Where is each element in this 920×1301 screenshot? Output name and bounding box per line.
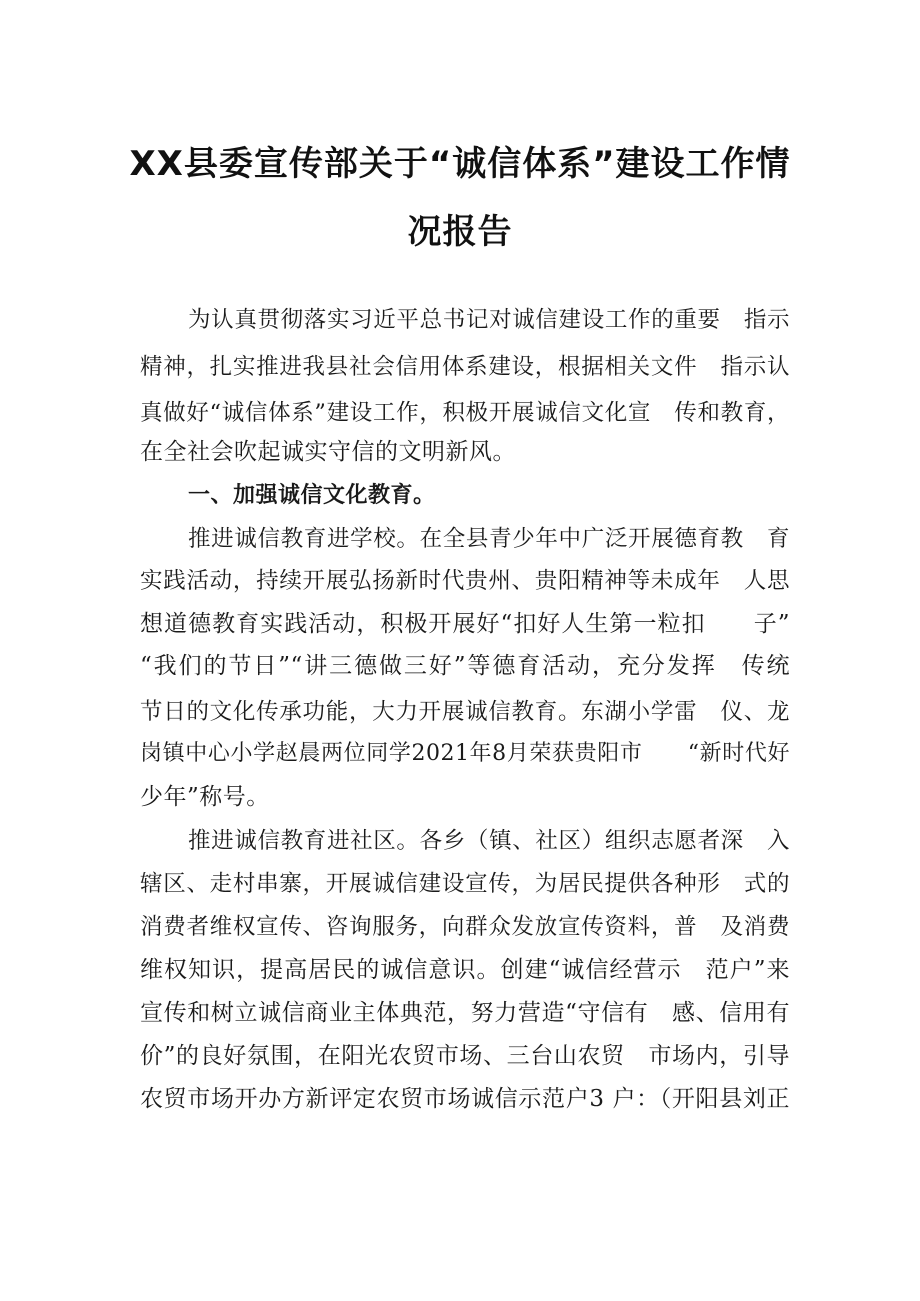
paragraph-line: 精神，扎实推进我县社会信用体系建设，根据相关文件 指示认: [140, 354, 790, 380]
paragraph-line: 少年”称号。: [140, 784, 270, 810]
paragraph-line: “我们的节日”“讲三德做三好”等德育活动，充分发挥 传统: [140, 653, 790, 679]
paragraph-line: 推进诚信教育进社区。各乡（镇、社区）组织志愿者深 入: [188, 828, 790, 854]
paragraph-line: 农贸市场开办方新评定农贸市场诚信示范户3 户：（开阳县刘正: [140, 1086, 790, 1112]
paragraph-line: 推进诚信教育进学校。在全县青少年中广泛开展德育教 育: [188, 526, 790, 552]
paragraph-line: 价”的良好氛围，在阳光农贸市场、三台山农贸 市场内，引导: [140, 1043, 790, 1069]
paragraph-line: 为认真贯彻落实习近平总书记对诚信建设工作的重要 指示: [188, 307, 790, 333]
paragraph-line: 节日的文化传承功能，大力开展诚信教育。东湖小学雷 仪、龙: [140, 699, 790, 725]
paragraph-line: 实践活动，持续开展弘扬新时代贵州、贵阳精神等未成年 人思: [140, 568, 790, 594]
document-title-line-2: 况报告: [407, 212, 513, 252]
paragraph-line: 真做好“诚信体系”建设工作，积极开展诚信文化宣 传和教育，: [140, 400, 790, 426]
paragraph-line: 岗镇中心小学赵晨两位同学2021年8月荣获贵阳市 “新时代好: [140, 741, 790, 766]
paragraph-line: 辖区、走村串寨，开展诚信建设宣传，为居民提供各种形 式的: [140, 871, 790, 897]
paragraph-line: 消费者维权宣传、咨询服务，向群众发放宣传资料，普 及消费: [140, 914, 790, 940]
document-title-line-1: XX县委宣传部关于“诚信体系”建设工作情: [129, 144, 791, 184]
section-heading: 一、加强诚信文化教育。: [188, 483, 436, 508]
paragraph-line: 在全社会吹起诚实守信的文明新风。: [140, 439, 516, 465]
paragraph-line: 维权知识，提高居民的诚信意识。创建“诚信经营示 范户”来: [140, 957, 790, 983]
paragraph-line: 宣传和树立诚信商业主体典范，努力营造“守信有 感、信用有: [140, 1000, 790, 1026]
paragraph-line: 想道德教育实践活动，积极开展好“扣好人生第一粒扣 子”: [140, 611, 790, 637]
